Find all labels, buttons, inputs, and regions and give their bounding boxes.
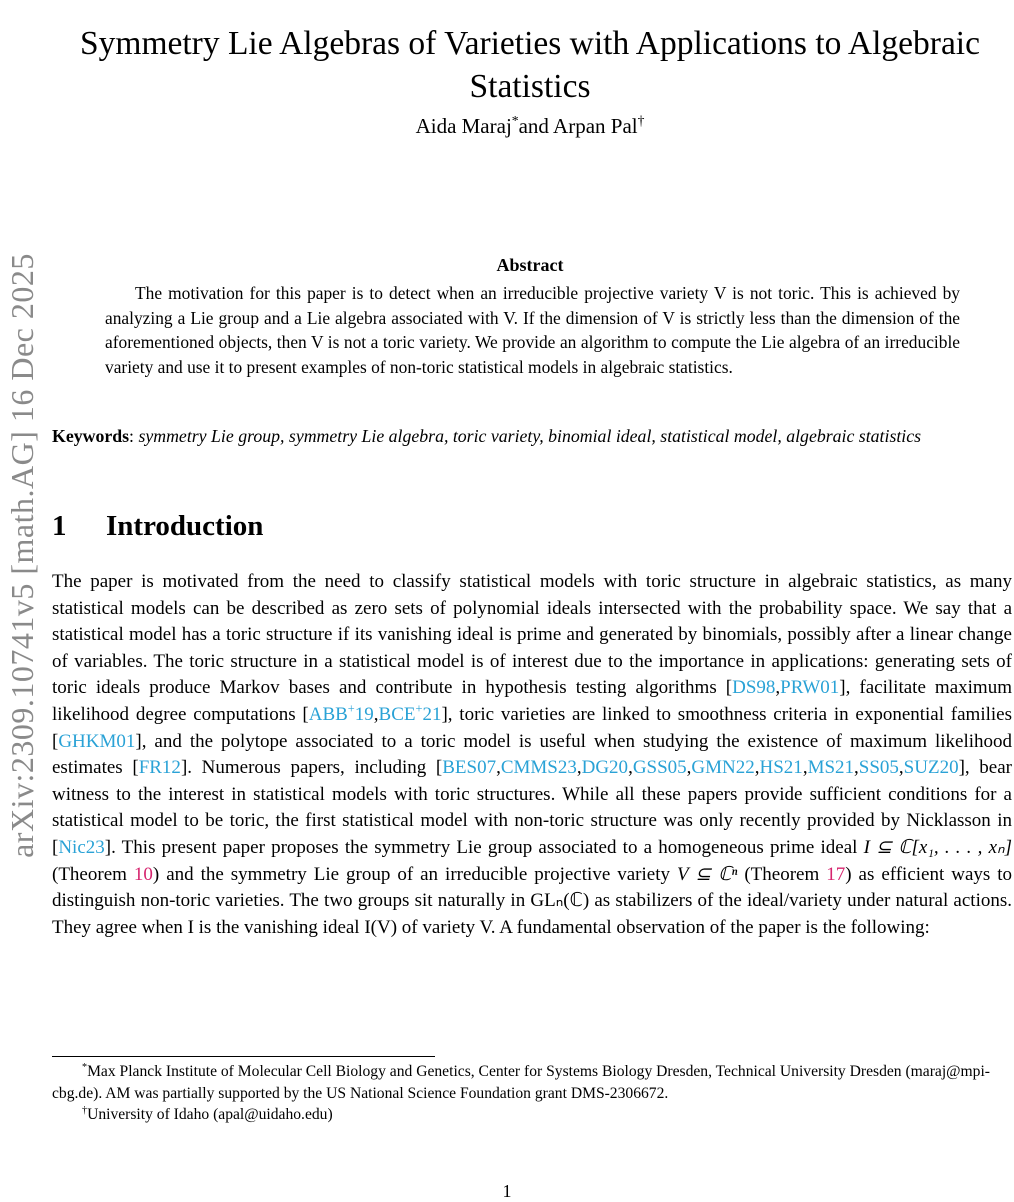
author-1: Aida Maraj <box>415 114 512 138</box>
intro-text: (Theorem <box>52 863 134 885</box>
citation-link[interactable]: GHKM01 <box>58 730 136 752</box>
intro-text: ) as efficient ways to distinguish non-toric varieties. The two groups sit naturally in GLₙ(ℂ) as stabilizers of the ideal/variety under natural actions. They agree when I is the vanishing ideal I(V) of variety V. A fundamental observation of the paper is the following: <box>52 863 1013 938</box>
citation-link[interactable]: BCE+21 <box>378 701 442 725</box>
keywords-label: Keywords <box>52 426 130 446</box>
intro-paragraph: The paper is motivated from the need to classify statistical models with toric structure in algebraic statistics, as many statistical models can be described as zero sets of polynomial ideals intersected with the probability space. We say that a statistical model has a toric structure if its vanishing ideal is prime and generated by binomials, possibly after a linear change of variables. The toric structure in a statistical model is of interest due to the importance in applications: generating sets of toric ideals produce Markov bases and contribute in hypothesis testing algorithms [DS98,PRW01], facilitate maximum likelihood degree computations [ABB+19,BCE+21], toric varieties are linked to smoothness criteria in exponential families [GHKM01], and the polytope associated to a toric model is useful when studying the existence of maximum likelihood estimates [FR12]. Numerous papers, including [BES07,CMMS23,DG20,GSS05,GMN22,HS21,MS21,SS05,SUZ20], bear witness to the interest in statistical models with toric structures. While all these papers provide sufficient conditions for a statistical model to be toric, the first statistical model with non-toric structure was only recently provided by Nicklasson in [Nic23]. This present paper proposes the symmetry Lie group associated to a homogeneous prime ideal I ⊆ ℂ[x₁, . . . , xₙ] (Theorem 10) and the symmetry Lie group of an irreducible projective variety V ⊆ ℂⁿ (Theorem 17) as efficient ways to distinguish non-toric varieties. The two groups sit naturally in GLₙ(ℂ) as stabilizers of the ideal/variety under natural actions. They agree when I is the vanishing ideal I(V) of variety V. A fundamental observation of the paper is the following: <box>52 571 1013 938</box>
citation-link[interactable]: PRW01 <box>780 677 840 699</box>
footnote-2-mark: † <box>82 1104 88 1116</box>
citation-link[interactable]: FR12 <box>138 757 181 779</box>
footnote-2-text: University of Idaho (apal@uidaho.edu) <box>87 1106 333 1123</box>
theorem-ref-link[interactable]: 17 <box>826 863 846 885</box>
author-1-footnote-mark[interactable]: * <box>511 113 519 128</box>
arxiv-stamp <box>0 205 44 905</box>
citation-link[interactable]: Nic23 <box>58 836 105 858</box>
footnote-1-text: Max Planck Institute of Molecular Cell Biology and Genetics, Center for Systems Biology Dresden, Technical University Dresden (maraj@mpi-cbg.de). AM was partially supported by the US National Science Foundation grant DMS-2306672. <box>52 1063 990 1102</box>
abstract-body: The motivation for this paper is to detect when an irreducible projective variety V is not toric. This is achieved by analyzing a Lie group and a Lie algebra associated with V. If the dimension of V is strictly less than the dimension of the aforementioned objects, then V is not a toric variety. We provide an algorithm to compute the Lie algebra of an irreducible variety and use it to present examples of non-toric statistical models in algebraic statistics. <box>105 283 960 377</box>
citation-link[interactable]: BES07 <box>442 757 497 779</box>
citation-link[interactable]: ABB+19 <box>308 701 374 725</box>
citation-link[interactable]: MS21 <box>807 757 855 779</box>
paper-title: Symmetry Lie Algebras of Varieties with Applications to Algebraic Statistics <box>80 25 980 106</box>
citation-link[interactable]: SUZ20 <box>903 757 959 779</box>
intro-text: ]. Numerous papers, including [ <box>180 757 443 779</box>
intro-text: ], and the polytope associated to a toric model is useful when studying the existence of maximum likelihood estimates [ <box>52 730 1012 779</box>
keywords-list: symmetry Lie group, symmetry Lie algebra, toric variety, binomial ideal, statistical model, algebraic statistics <box>138 426 922 446</box>
footnote-1 <box>52 1061 1012 1104</box>
footnote-2 <box>52 1104 1012 1126</box>
citation-link[interactable]: CMMS23 <box>500 757 577 779</box>
footnote-1-mark: * <box>82 1061 88 1073</box>
citation-link[interactable]: GSS05 <box>632 757 687 779</box>
intro-text: ) and the symmetry Lie group of an irreducible projective variety <box>152 863 677 885</box>
abstract-heading: Abstract <box>496 255 564 275</box>
intro-text: The paper is motivated from the need to classify statistical models with toric structure in algebraic statistics, as many statistical models can be described as zero sets of polynomial ideals intersected with the probability space. We say that a statistical model has a toric structure if its vanishing ideal is prime and generated by binomials, possibly after a linear change of variables. The toric structure in a statistical model is of interest due to the importance in applications: generating sets of toric ideals produce Markov bases and contribute in hypothesis testing algorithms [ <box>52 571 1012 699</box>
author-connector: and <box>518 114 554 138</box>
intro-text: ]. This present paper proposes the symmetry Lie group associated to a homogeneous prime ideal <box>104 836 864 858</box>
citation-link[interactable]: DG20 <box>581 757 629 779</box>
section-title: Introduction <box>106 510 264 542</box>
math-ideal: I ⊆ ℂ[x₁, . . . , xₙ] <box>863 836 1013 858</box>
author-2-footnote-mark[interactable]: † <box>637 113 645 128</box>
section-number: 1 <box>52 510 67 542</box>
intro-text: ], bear witness to the interest in statistical models with toric structures. While all these papers provide sufficient conditions for a statistical model to be toric, the first statistical model with non-toric structure was only recently provided by Nicklasson in [ <box>52 757 1012 858</box>
page-number: 1 <box>502 1181 512 1201</box>
footnote-rule <box>52 1056 435 1057</box>
intro-text: ], facilitate maximum likelihood degree computations [ <box>52 677 1012 725</box>
theorem-ref-link[interactable]: 10 <box>133 863 153 885</box>
author-2: Arpan Pal <box>553 114 638 138</box>
footnotes <box>52 1061 1012 1126</box>
intro-text: (Theorem <box>737 863 827 885</box>
citation-link[interactable]: GMN22 <box>691 757 755 779</box>
intro-text: ], toric varieties are linked to smoothness criteria in exponential families [ <box>52 703 1012 752</box>
keywords: Keywords: symmetry Lie group, symmetry Lie algebra, toric variety, binomial ideal, statistical model, algebraic statistics <box>52 426 922 446</box>
authors <box>60 114 1000 139</box>
arxiv-stamp-text: arXiv:2309.10741v5 [math.AG] 16 Dec 2025 <box>3 252 40 858</box>
math-variety: V ⊆ ℂⁿ <box>676 863 738 885</box>
section-heading <box>52 510 263 543</box>
citation-link[interactable]: HS21 <box>759 757 803 779</box>
citation-link[interactable]: DS98 <box>732 677 776 699</box>
citation-link[interactable]: SS05 <box>858 757 899 779</box>
